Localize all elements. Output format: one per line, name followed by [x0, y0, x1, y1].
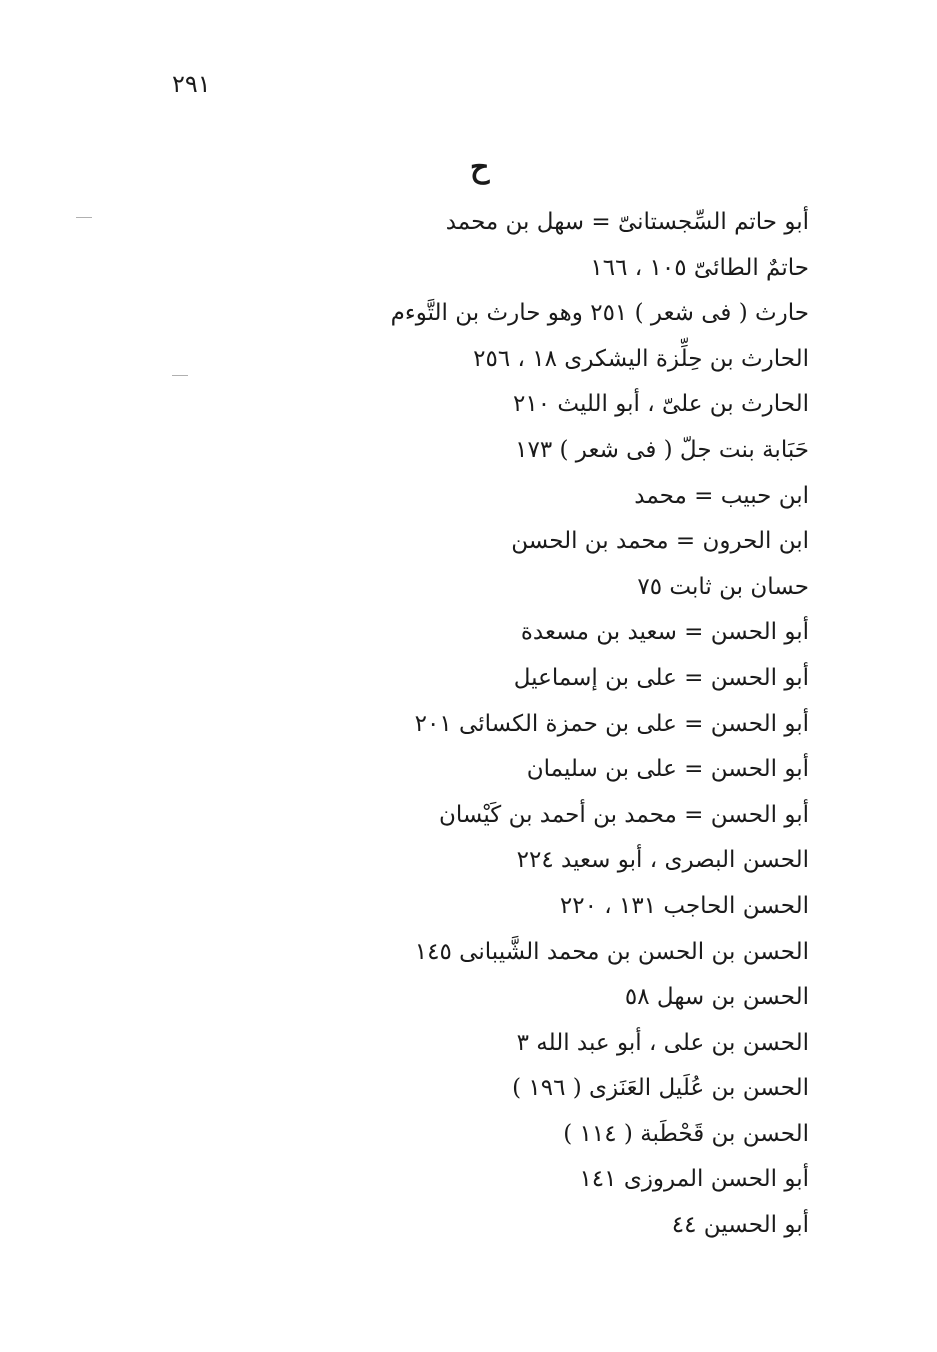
margin-mark: [76, 217, 92, 218]
index-entry: الحارث بن حِلِّزة اليشكرى ١٨ ، ٢٥٦: [473, 345, 809, 372]
index-entry: الحسن بن سهل ٥٨: [624, 984, 809, 1011]
index-entry: حارث ( فى شعر ) ٢٥١ وهو حارث بن التَّوءم: [390, 300, 809, 327]
index-entry: أبو الحسن = سعيد بن مسعدة: [520, 619, 809, 646]
index-entry: أبو الحسن المروزى ١٤١: [579, 1166, 809, 1193]
index-entry: الحسن الحاجب ١٣١ ، ٢٢٠: [559, 892, 809, 919]
index-entry: أبو الحسن = على بن حمزة الكسائى ٢٠١: [414, 710, 809, 737]
page-number: ٢٩١: [172, 70, 211, 98]
index-entry: حسان بن ثابت ٧٥: [637, 573, 809, 600]
index-entry: أبو الحسن = محمد بن أحمد بن كَيْسان: [438, 801, 809, 828]
index-entry: ابن الحرون = محمد بن الحسن: [511, 528, 809, 555]
index-entry: الحسن بن عُلَيل العَنَزى ( ١٩٦ ): [512, 1075, 809, 1102]
index-entry: الحسن البصرى ، أبو سعيد ٢٢٤: [516, 847, 809, 874]
index-entries: [249, 200, 809, 1249]
index-entry: الحارث بن علىّ ، أبو الليث ٢١٠: [513, 391, 809, 418]
index-entry: حاتمٌ الطائىّ ١٠٥ ، ١٦٦: [590, 254, 809, 281]
index-entry: أبو الحسن = على بن إسماعيل: [513, 664, 809, 691]
index-entry: الحسن بن الحسن بن محمد الشَّيبانى ١٤٥: [414, 938, 809, 965]
index-entry: حَبَابة بنت جلّ ( فى شعر ) ١٧٣: [515, 436, 809, 463]
section-letter: ح: [470, 150, 490, 185]
index-entry: أبو الحسن = على بن سليمان: [526, 756, 809, 783]
index-entry: ابن حبيب = محمد: [634, 482, 809, 509]
index-entry: الحسن بن على ، أبو عبد الله ٣: [516, 1029, 809, 1056]
index-entry: أبو حاتم السِّجستانىّ = سهل بن محمد: [445, 209, 809, 235]
index-entry: الحسن بن قَحْطَبة ( ١١٤ ): [563, 1120, 809, 1147]
index-entry: أبو الحسين ٤٤: [671, 1212, 809, 1239]
margin-mark: [172, 375, 188, 376]
